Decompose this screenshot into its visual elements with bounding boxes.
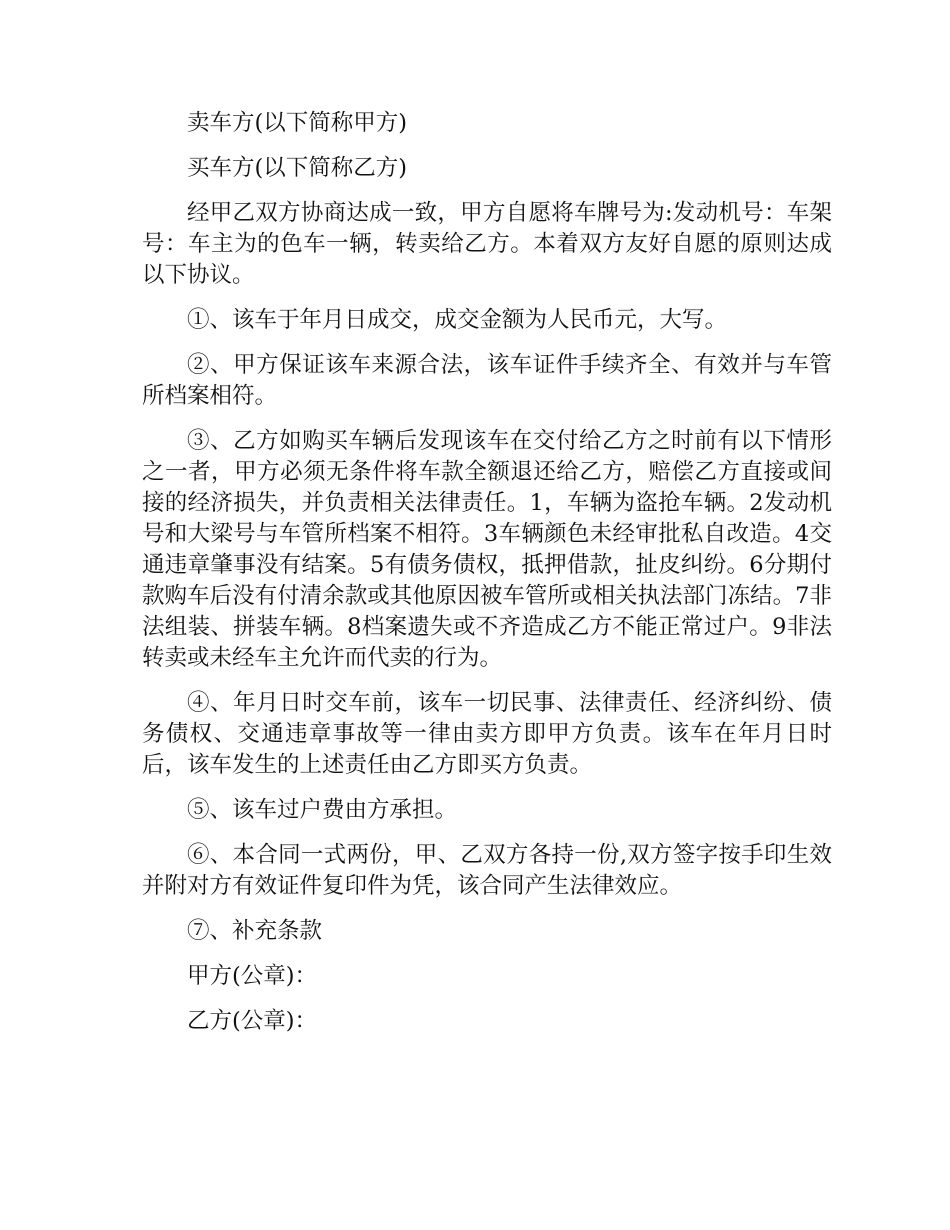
buyer-line: 买车方(以下简称乙方)	[187, 155, 408, 181]
clause-1: ①、该车于年月日成交，成交金额为人民币元，大写。	[187, 307, 728, 333]
clause-6: ⑥、本合同一式两份，甲、乙双方各持一份,双方签字按手印生效并附对方有效证件复印件为凭，该合同产生法律效应。	[142, 842, 832, 899]
party-a-seal: 甲方(公章)：	[187, 963, 318, 989]
seller-line: 卖车方(以下简称甲方)	[187, 110, 408, 136]
party-b-seal: 乙方(公章)：	[187, 1008, 318, 1034]
clause-3: ③、乙方如购买车辆后发现该车在交付给乙方之时前有以下情形之一者，甲方必须无条件将车款全额退还给乙方，赔偿乙方直接或间接的经济损失，并负责相关法律责任。1，车辆为盗抢车辆。2发动机号和大梁号与车管所档案不相符。3车辆颜色未经审批私自改造。4交通违章肇事没有结案。5有债务债权，抵押借款，扯皮纠纷。6分期付款购车后没有付清余款或其他原因被车管所或相关执法部门冻结。7非法组装、拼装车辆。8档案遗失或不齐造成乙方不能正常过户。9非法转卖或未经车主允许而代卖的行为。	[142, 428, 832, 671]
clause-7: ⑦、补充条款	[187, 918, 323, 944]
intro-paragraph: 经甲乙双方协商达成一致，甲方自愿将车牌号为:发动机号：车架号：车主为的色车一辆，转卖给乙方。本着双方友好自愿的原则达成以下协议。	[142, 200, 832, 288]
clause-5: ⑤、该车过户费由方承担。	[187, 797, 458, 823]
document-body	[142, 108, 832, 1051]
clause-2: ②、甲方保证该车来源合法，该车证件手续齐全、有效并与车管所档案相符。	[142, 352, 832, 409]
clause-4: ④、年月日时交车前，该车一切民事、法律责任、经济纠纷、债务债权、交通违章事故等一律由卖方即甲方负责。该车在年月日时后，该车发生的上述责任由乙方即买方负责。	[142, 690, 832, 778]
